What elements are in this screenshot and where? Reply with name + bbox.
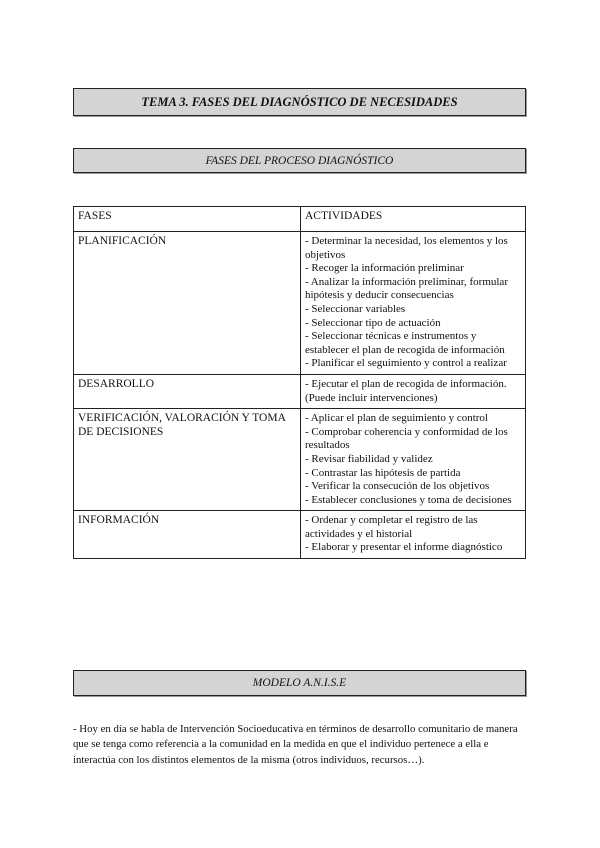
activity-item: - Planificar el seguimiento y control a realizar — [305, 357, 507, 370]
table-header-row — [74, 207, 526, 232]
actividades-cell — [301, 232, 526, 375]
activity-item: - Contrastar las hipótesis de partida — [305, 466, 461, 479]
activity-item: - Seleccionar tipo de actuación — [305, 316, 441, 329]
activity-item: - Aplicar el plan de seguimiento y control — [305, 412, 488, 425]
activity-item: - Comprobar coherencia y conformidad de los resultados — [305, 425, 508, 452]
model-title: MODELO A.N.I.S.E — [73, 670, 526, 696]
activity-item: - Seleccionar variables — [305, 302, 406, 315]
activity-item: - Ejecutar el plan de recogida de información. (Puede incluir intervenciones) — [305, 377, 507, 404]
section-title: FASES DEL PROCESO DIAGNÓSTICO — [73, 148, 526, 173]
fase-cell: VERIFICACIÓN, VALORACIÓN Y TOMA DE DECISIONES — [74, 409, 301, 511]
activity-item: - Revisar fiabilidad y validez — [305, 452, 433, 465]
fase-cell: PLANIFICACIÓN — [74, 232, 301, 375]
actividades-cell — [301, 409, 526, 511]
actividades-cell — [301, 511, 526, 559]
column-header-fases: FASES — [74, 207, 301, 232]
activity-item: - Determinar la necesidad, los elementos y los objetivos — [305, 235, 508, 261]
intro-paragraph: - Hoy en día se habla de Intervención Socioeducativa en términos de desarrollo comunitario de manera que se tenga como referencia a la comunidad en la medida en que el individuo pertenece a ella e interactúa con los distintos elementos de la misma (otros individuos, recursos…). — [73, 722, 518, 766]
phases-table — [73, 206, 526, 559]
activity-item: - Recoger la información preliminar — [305, 262, 464, 275]
activity-item: - Verificar la consecución de los objetivos — [305, 480, 490, 493]
table-row — [74, 374, 526, 408]
activity-item: - Analizar la información preliminar, formular hipótesis y deducir consecuencias — [305, 275, 508, 302]
activity-item: - Ordenar y completar el registro de las actividades y el historial — [305, 514, 478, 540]
table-row — [74, 409, 526, 511]
fase-cell: INFORMACIÓN — [74, 511, 301, 559]
table-row — [74, 511, 526, 559]
activity-item: - Seleccionar técnicas e instrumentos y establecer el plan de recogida de información — [305, 330, 505, 356]
activity-item: - Establecer conclusiones y toma de decisiones — [305, 493, 512, 506]
activity-item: - Elaborar y presentar el informe diagnóstico — [305, 541, 503, 554]
column-header-actividades: ACTIVIDADES — [301, 207, 526, 232]
page-title: TEMA 3. FASES DEL DIAGNÓSTICO DE NECESIDADES — [73, 88, 526, 116]
table-row — [74, 232, 526, 375]
fase-cell: DESARROLLO — [74, 374, 301, 408]
actividades-cell — [301, 374, 526, 408]
